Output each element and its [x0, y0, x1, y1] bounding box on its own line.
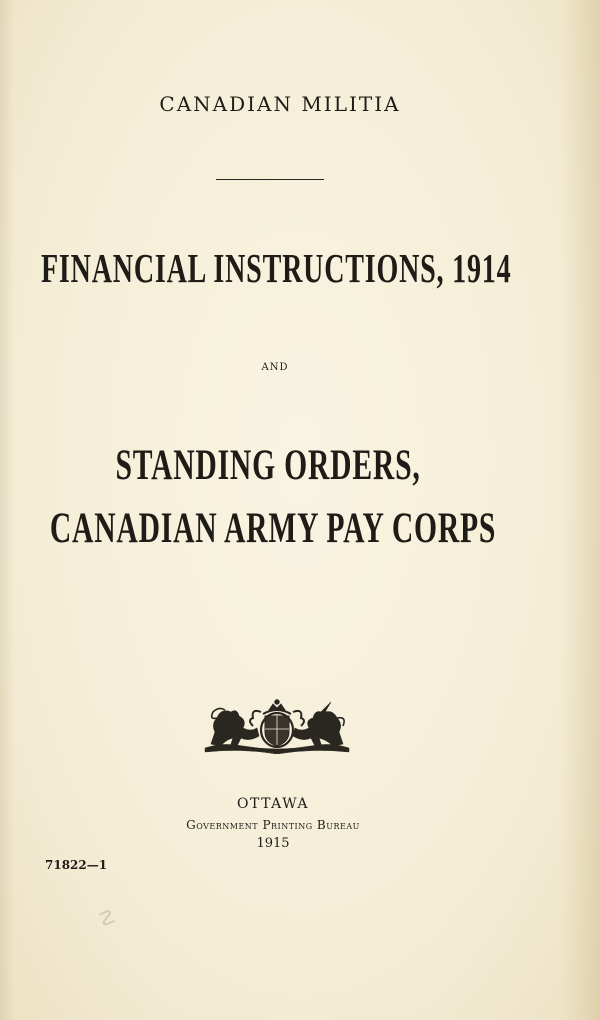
catalog-number: 71822—1	[45, 858, 108, 872]
imprint-publisher: Government Printing Bureau	[186, 818, 360, 832]
title-divider-rule	[216, 179, 324, 180]
imprint-year: 1915	[256, 836, 290, 851]
title-line-standing-orders: STANDING ORDERS,	[115, 441, 421, 490]
royal-coat-of-arms-icon	[203, 698, 351, 754]
faint-pencil-mark: ☡	[96, 904, 118, 932]
title-line-army-pay-corps: CANADIAN ARMY PAY CORPS	[49, 504, 497, 553]
imprint-city: OTTAWA	[237, 796, 309, 812]
title-line-financial-instructions: FINANCIAL INSTRUCTIONS, 1914	[41, 245, 512, 292]
series-heading: CANADIAN MILITIA	[159, 92, 401, 116]
title-conjunction: AND	[261, 362, 289, 373]
page-edge-shadow	[0, 0, 14, 1020]
page-edge-tint	[560, 0, 600, 1020]
